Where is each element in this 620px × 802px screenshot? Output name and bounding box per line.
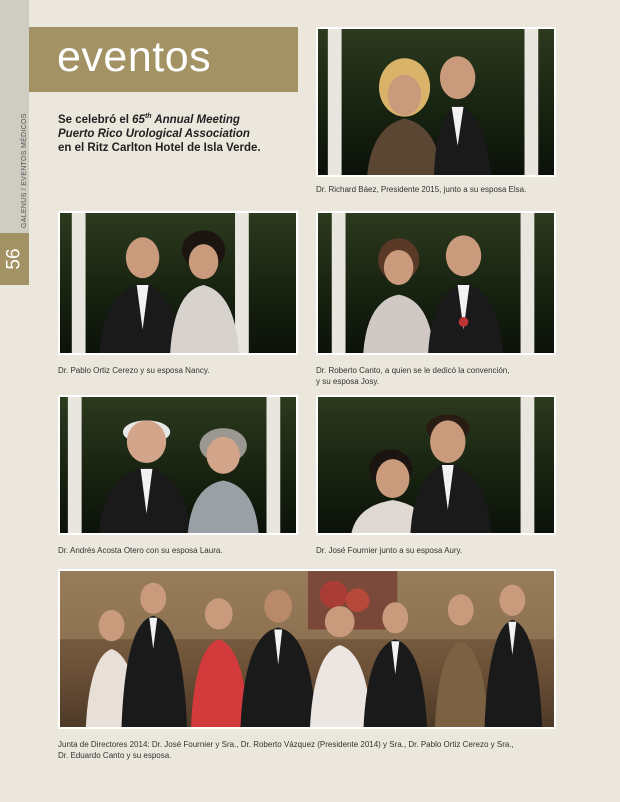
page-number: 56	[3, 248, 25, 270]
caption-photo1: Dr. Richard Báez, Presidente 2015, junto a su esposa Elsa.	[316, 185, 527, 194]
intro-ordinal-suffix: th	[144, 113, 152, 120]
banner-title: eventos	[57, 33, 212, 81]
photo-baez-couple	[316, 27, 556, 177]
caption-photo5: Dr. José Fournier junto a su esposa Aury.	[316, 546, 463, 555]
intro-venue: en el Ritz Carlton Hotel de Isla Verde.	[58, 141, 261, 154]
page-number-box	[0, 233, 29, 285]
photo-illustration	[318, 29, 554, 175]
intro-event: Annual Meeting	[151, 113, 240, 126]
caption-group	[58, 739, 578, 761]
caption-group-line1: Junta de Directores 2014: Dr. José Fournier y Sra., Dr. Roberto Vázquez (Presidente 2014) y Sra., Dr. Pablo Ortiz Cerezo y Sra.,	[58, 740, 514, 749]
caption-photo3-line2: y su esposa Josy.	[316, 377, 379, 386]
photo-board-of-directors	[58, 569, 556, 729]
photo-fournier-couple	[316, 395, 556, 535]
intro-association: Puerto Rico Urological Association	[58, 127, 250, 140]
photo-illustration	[60, 397, 296, 533]
caption-photo3-line1: Dr. Roberto Canto, a quien se le dedicó la convención,	[316, 366, 510, 375]
photo-acosta-couple	[58, 395, 298, 535]
photo-canto-couple	[316, 211, 556, 355]
intro-ordinal: 65	[132, 113, 145, 126]
photo-illustration	[60, 571, 554, 727]
section-label: GALENUS / EVENTOS MÉDICOS	[21, 113, 28, 228]
photo-illustration	[318, 397, 554, 533]
caption-photo4: Dr. Andrés Acosta Otero con su esposa Laura.	[58, 546, 223, 555]
photo-illustration	[60, 213, 296, 353]
intro-text	[58, 110, 308, 155]
photo-illustration	[318, 213, 554, 353]
caption-photo3	[316, 365, 509, 387]
photo-ortiz-couple	[58, 211, 298, 355]
intro-prefix: Se celebró el	[58, 113, 133, 126]
section-banner	[29, 27, 298, 92]
caption-photo2: Dr. Pablo Ortiz Cerezo y su esposa Nancy.	[58, 366, 210, 375]
caption-group-line2: Dr. Eduardo Canto y su esposa.	[58, 751, 172, 760]
